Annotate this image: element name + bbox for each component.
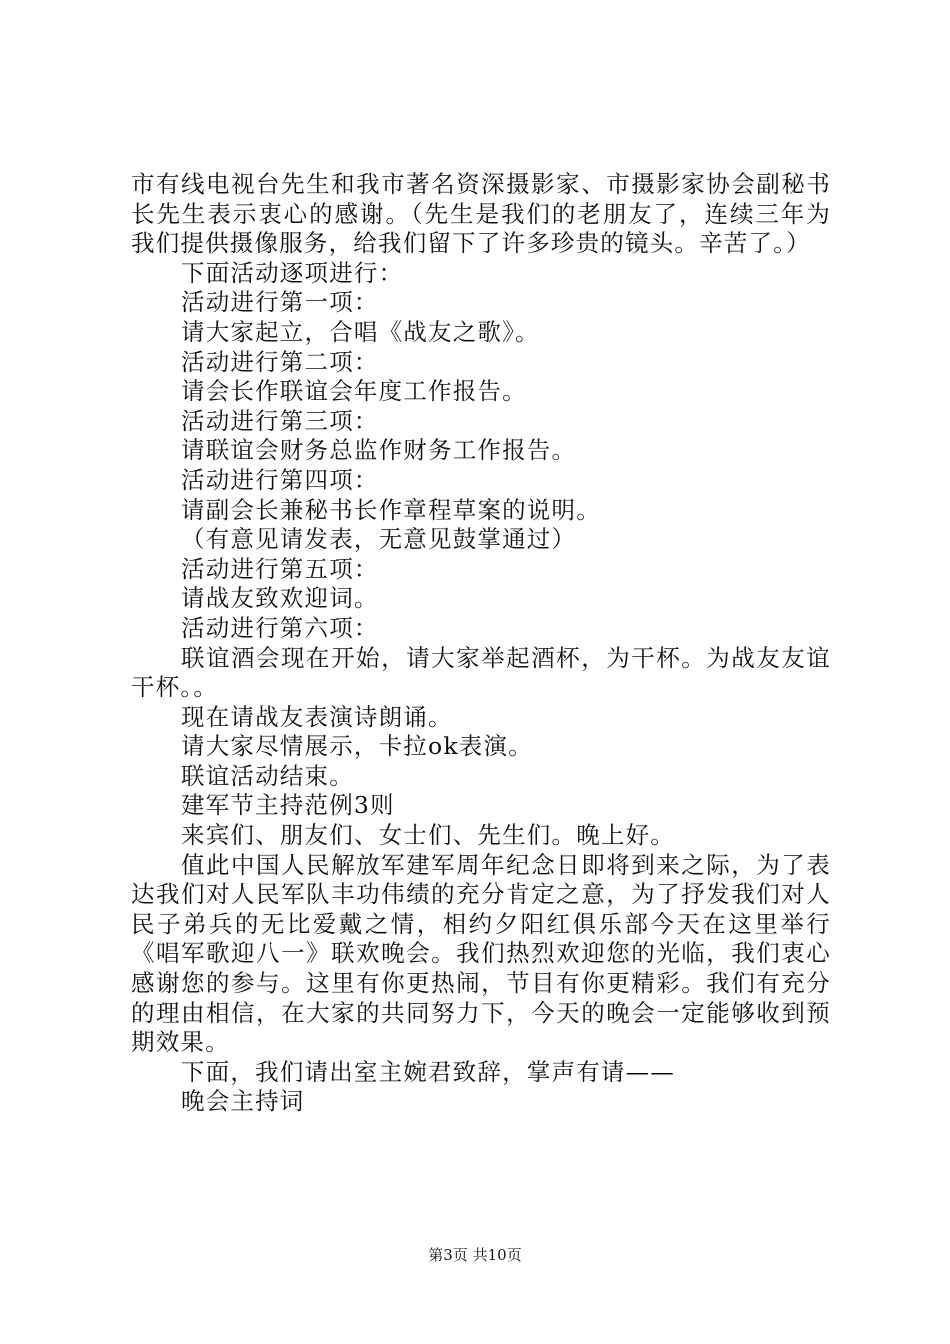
paragraph: 请会长作联谊会年度工作报告。 [181,377,527,406]
paragraph: 值此中国人民解放军建军周年纪念日即将到来之际，为了表达我们对人民军队丰功伟绩的充分肯定之意，为了抒发我们对人民子弟兵的无比爱戴之情，相约夕阳红俱乐部今天在这里举行《唱军歌迎八一》联欢晚会。我们热烈欢迎您的光临，我们衷心感谢您的参与。这里有你更热闹，节目有你更精彩。我们有充分的理由相信，在大家的共同努力下，今天的晚会一定能够收到预期效果。 [131,850,831,1057]
section-heading: 建军节主持范例3则 [181,791,395,820]
paragraph: 活动进行第五项： [181,554,379,583]
document-body [131,170,831,1117]
section-heading: 晚会主持词 [181,1087,305,1116]
paragraph: 来宾们、朋友们、女士们、先生们。晚上好。 [181,821,675,850]
paragraph: （有意见请发表，无意见鼓掌通过） [181,525,577,554]
paragraph: 活动进行第一项： [181,288,379,317]
paragraph: 市有线电视台先生和我市著名资深摄影家、市摄影家协会副秘书长先生表示衷心的感谢。（先生是我们的老朋友了，连续三年为我们提供摄像服务，给我们留下了许多珍贵的镜头。辛苦了。） [131,170,831,258]
paragraph: 请大家起立，合唱《战友之歌》。 [181,317,540,346]
paragraph: 活动进行第六项： [181,613,379,642]
paragraph: 现在请战友表演诗朗诵。 [181,702,453,731]
paragraph: 活动进行第三项： [181,406,379,435]
paragraph: 请大家尽情展示，卡拉ok表演。 [181,732,533,761]
paragraph: 联谊酒会现在开始，请大家举起酒杯，为干杯。为战友友谊干杯。。 [131,643,831,702]
paragraph: 下面，我们请出室主婉君致辞，掌声有请—— [181,1057,675,1086]
paragraph: 下面活动逐项进行： [181,258,404,287]
paragraph: 请副会长兼秘书长作章程草案的说明。 [181,495,601,524]
paragraph: 请联谊会财务总监作财务工作报告。 [181,436,577,465]
paragraph: 联谊活动结束。 [181,761,354,790]
paragraph: 请战友致欢迎词。 [181,584,379,613]
page-footer: 第3页 共10页 [428,1246,522,1264]
paragraph: 活动进行第二项： [181,347,379,376]
paragraph: 活动进行第四项： [181,465,379,494]
